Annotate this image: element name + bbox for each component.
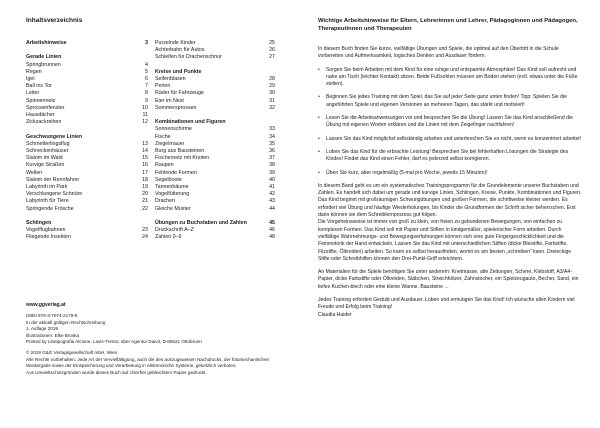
toc-entry bbox=[26, 90, 148, 97]
toc-entry-label: Schneckenhäuser bbox=[26, 148, 69, 155]
toc-section-heading bbox=[155, 69, 275, 76]
toc-entry bbox=[26, 76, 148, 83]
toc-entry bbox=[26, 234, 148, 241]
toc-page-number: 35 bbox=[269, 140, 275, 147]
toc-page-number: 34 bbox=[269, 133, 275, 140]
toc-entry-label: Gleiche Muster bbox=[155, 205, 191, 212]
rights-notice: Alle Rechte vorbehalten. Jede Art der Vervielfältigung, auch die des auszugsweisen Nachdrucks, der fotomechanischen Wiedergabe sowie der Einspeicherung und Verarbeitung in elektronische Systeme, gesetzlich verboten. bbox=[26, 356, 270, 369]
toc-page-number: 11 bbox=[142, 112, 148, 119]
bullet-icon: • bbox=[318, 148, 320, 155]
toc-entry-label: Igel bbox=[26, 76, 35, 82]
toc-entry-label: Vogelflugbahnen bbox=[26, 227, 66, 234]
toc-page-number bbox=[138, 220, 148, 227]
tip-text: Üben Sie kurz, aber regelmäßig (5-mal pro Woche, jeweils 15 Minuten)! bbox=[326, 169, 488, 176]
toc-page-number bbox=[138, 134, 148, 141]
toc-page-number: 18 bbox=[142, 176, 148, 183]
toc-page-number: 44 bbox=[269, 205, 275, 212]
toc-entry-label: Übungen zu Buchstaben und Zahlen bbox=[155, 220, 247, 227]
toc-page-number: 7 bbox=[145, 83, 148, 90]
printed-by: Printed by Litotipografia Alcione, Lavis-Trento; über Agentur Daivit, D-85521 Ottobrunn bbox=[26, 339, 202, 345]
toc-entry-label: Räder für Fahrzeuge bbox=[155, 90, 204, 97]
toc-entry-label: Gerade Linien bbox=[26, 54, 62, 61]
toc-entry-label: Labyrinth im Park bbox=[26, 184, 68, 191]
toc-page-number: 6 bbox=[145, 76, 148, 82]
toc-entry bbox=[155, 198, 275, 205]
imprint bbox=[26, 302, 276, 376]
toc-entry-label: Burg aus Bausteinen bbox=[155, 148, 205, 155]
toc-page-number: 5 bbox=[145, 68, 148, 75]
paragraph-2: Die Vorgeheinsweise ist immer von groß zu klein, von freien zu gebundenen Bewegungen, von einfachen zu komplexen Formen. Das Kind soll mit Papier und Stiften in kindgemäßer, spielerischer Form arbeiten. Durch vielfältige Wahrnehmungs- und Bewegungserfahrungen können sich eine gute Fingergeschicklichkeit und die Feinmotorik der Hand entwickeln. Lassen Sie das Kind mit unterschiedlichen Stiften (dicke Bleistifte, Farbstifte, Filzstifte, Ölkreiden) arbeiten. So kann es selbst herausfinden, womit es am besten „schreiben“ kann. Dreieckige Stifte oder Schreibhilfen können den Drei-Punkt-Griff erleichtern. bbox=[318, 219, 572, 262]
tip-item bbox=[318, 136, 583, 143]
toc-entry-label: Achterbahn für Autos bbox=[155, 47, 205, 54]
toc-page-number: 23 bbox=[142, 227, 148, 234]
toc-page-number: 14 bbox=[142, 148, 148, 155]
toc-entry-label: Fliegende Insekten bbox=[26, 234, 71, 241]
toc-entry bbox=[26, 83, 148, 90]
toc-page-number: 9 bbox=[145, 97, 148, 104]
toc-entry-label: Vogelfütterung bbox=[155, 191, 190, 198]
tip-text: Lesen Sie die Arbeitsanweisungen vor und besprechen Sie die Übung! Lassen Sie das Kind anschließend die Übung mit eigenen Worten erklären und die Linien mit dem Zeigefinger nachfahren! bbox=[326, 115, 573, 129]
toc-entry-label: Raupen bbox=[155, 162, 174, 169]
toc-entry-label: Druckschrift A–Z bbox=[155, 227, 194, 234]
toc-entry bbox=[155, 98, 275, 105]
toc-page-number: 12 bbox=[142, 119, 148, 126]
toc-section-heading bbox=[155, 220, 275, 227]
toc-entry-label: Slalom im Wald bbox=[26, 155, 63, 162]
toc-entry-label: Zahlen 0–9 bbox=[155, 234, 182, 241]
toc-entry bbox=[26, 105, 148, 112]
toc-page-number: 42 bbox=[269, 191, 275, 198]
toc-entry bbox=[155, 47, 275, 54]
toc-page-number: 17 bbox=[142, 169, 148, 176]
toc-entry-label: Tannenbäume bbox=[155, 184, 189, 191]
toc-entry bbox=[26, 148, 148, 155]
toc-entry-label: Kurvige Straßen bbox=[26, 162, 65, 169]
toc-entry-label: Leiter bbox=[26, 90, 40, 97]
toc-column-1 bbox=[26, 40, 148, 242]
toc-page-number: 41 bbox=[269, 184, 275, 191]
toc-entry-label: Perlen bbox=[155, 83, 171, 90]
toc-entry-label: Schmetterlingsflug bbox=[26, 140, 70, 147]
toc-entry-label: Seifenblasen bbox=[155, 76, 186, 82]
toc-page-number: 10 bbox=[142, 104, 148, 111]
toc-section-heading bbox=[26, 220, 148, 227]
tip-text: Sorgen Sie beim Arbeiten mit dem Kind für eine ruhige und entspannte Atmosphäre! Das Kind soll aufrecht und nahe am Tisch (leichter Kontakt) sitzen. Beide Fußsohlen müssen am Boden stehen (evtl. etwas unter die Füße stellen). bbox=[326, 66, 578, 88]
paper-notice: Aus Umweltschutzgründen wurde dieses Buch auf chlorfrei gebleichtem Papier gedruckt. bbox=[26, 369, 207, 375]
tip-item bbox=[318, 67, 583, 89]
toc-entry-label: Labyrinth für Tiere bbox=[26, 198, 69, 205]
toc-entry-label: Sprossenfenster bbox=[26, 104, 65, 111]
toc-section-heading bbox=[26, 40, 148, 47]
paragraph-1: In diesem Band geht es um ein systematisches Trainingsprogramm für die Grundelemente unserer Buchstaben und Zahlen. Es handelt sich dabei um gerade und kurvige Linien, Schlingen, Kreise, Punkte, Kombinationen und Figuren. Das Kind beginnt mit großräumigen Schwungübungen und großen Formen, die schrittweise kleiner werden. Es erfordert viel Übung und häufige Wiederholungen, bis Kinder die Grundformen der Schrift sicher beherrschen. Erst dann können sie dem Schreiblernprozess gut folgen. bbox=[318, 182, 582, 219]
toc-entry bbox=[155, 83, 275, 90]
isbn: ISBN 978-3-7074-2179-8 bbox=[26, 313, 78, 319]
toc-entry bbox=[26, 119, 148, 126]
toc-entry bbox=[26, 162, 148, 169]
toc-entry bbox=[26, 198, 148, 205]
tip-item bbox=[318, 94, 583, 109]
toc-entry-label: Segelboote bbox=[155, 176, 182, 183]
toc-page-number bbox=[265, 119, 275, 126]
toc-page-number: 39 bbox=[269, 169, 275, 176]
toc-page-number: 36 bbox=[269, 148, 275, 155]
materials-paragraph: An Materialien für die Spiele benötigen Sie unter anderem: Knetmasse, alte Zeitungen, Schere, Klebstoff, A3/A4-Papier, dicke Farbstifte oder Ölkreiden, Stäbchen, Streichhölzer, Zahnstocher, ein Spielzeugauto, Becher, Sand, ein tiefes Kuchen-blech oder eine kleine Wanne, Bausteine ... bbox=[318, 269, 579, 290]
toc-page-number: 22 bbox=[142, 205, 148, 212]
toc-page-number: 48 bbox=[269, 234, 275, 241]
toc-page-number bbox=[138, 54, 148, 61]
toc-section-heading bbox=[155, 119, 275, 126]
toc-entry-label: Arbeitshinweise bbox=[26, 40, 67, 46]
toc-page-number: 43 bbox=[269, 198, 275, 205]
toc-entry-label: Fischernetz mit Knoten bbox=[155, 155, 210, 162]
toc-entry-label: Ball ins Tor bbox=[26, 83, 52, 90]
toc-page-number: 4 bbox=[145, 61, 148, 68]
toc-entry bbox=[155, 90, 275, 97]
bullet-icon: • bbox=[318, 94, 320, 101]
tip-text: Lassen Sie das Kind möglichst selbständig arbeiten und unterbrechen Sie es nicht, wenn es konzentriert arbeitet! bbox=[326, 135, 582, 142]
toc-page-number: 32 bbox=[269, 104, 275, 111]
toc-section-heading bbox=[26, 54, 148, 61]
toc-entry bbox=[26, 155, 148, 162]
right-page bbox=[300, 0, 600, 428]
bullet-icon: • bbox=[318, 115, 320, 122]
toc-entry bbox=[155, 227, 275, 234]
toc-entry bbox=[26, 141, 148, 148]
closing-paragraph: Jedes Training erfordert Geduld und Ausdauer. Loben und ermutigen Sie das Kind! Ich wünsche allen Kindern viel Freude und Erfolg beim Training! bbox=[318, 297, 575, 311]
toc-entry bbox=[155, 126, 275, 133]
toc-page-number: 37 bbox=[269, 155, 275, 162]
toc-entry-label: Drachen bbox=[155, 198, 176, 205]
signature: Claudia Haider bbox=[318, 311, 352, 318]
toc-entry bbox=[155, 184, 275, 191]
toc-page-number bbox=[265, 69, 275, 76]
toc-page-number: 28 bbox=[269, 76, 275, 82]
toc-entry-label: Slalom der Rennfahrer bbox=[26, 176, 80, 183]
tip-item bbox=[318, 149, 583, 164]
toc-page-number: 21 bbox=[142, 198, 148, 205]
toc-entry bbox=[155, 162, 275, 169]
tip-text: Beginnen Sie jedes Training mit dem Spiel, das Sie auf jeder Seite ganz unten finden! Tipp: Spielen Sie die angeführten Spiele und eigenen Versionen an mehreren Tagen, das stärkt und motiviert! bbox=[326, 94, 567, 108]
instructions-body bbox=[318, 46, 583, 319]
tip-text: Loben Sie das Kind für die erbrachte Leistung! Besprechen Sie bei fehlerhaften Lösungen die Strategie des Kindes! Findet das Kind einen Fehler, darf es jederzeit selbst korrigieren. bbox=[326, 148, 569, 163]
instructions-heading: Wichtige Arbeitshinweise für Eltern, Lehrerinnen und Lehrer, Pädagoginnen und Pädagogen, Therapeutinnen und Therapeuten bbox=[318, 18, 578, 33]
toc-entry-label: Purzelnde Kinder bbox=[155, 40, 196, 46]
toc-entry bbox=[155, 141, 275, 148]
toc-entry-label: Verschlungene Schnüre bbox=[26, 191, 83, 198]
copyright: © 2019 G&G Verlagsgesellschaft mbH, Wien bbox=[26, 350, 118, 356]
toc-page-number: 45 bbox=[269, 220, 275, 227]
toc-page-number: 27 bbox=[269, 54, 275, 61]
publisher-url[interactable]: www.ggverlag.at bbox=[26, 302, 66, 308]
tip-item bbox=[318, 115, 583, 130]
toc-entry bbox=[155, 191, 275, 198]
toc-entry bbox=[26, 170, 148, 177]
toc-page-number: 3 bbox=[145, 40, 148, 46]
toc-page-number: 26 bbox=[269, 47, 275, 54]
toc-entry bbox=[26, 191, 148, 198]
toc-entry bbox=[155, 206, 275, 213]
toc-page-number: 38 bbox=[269, 162, 275, 169]
toc-page-number: 15 bbox=[142, 155, 148, 162]
toc-page-number: 46 bbox=[269, 227, 275, 234]
toc-section-heading bbox=[26, 134, 148, 141]
toc-page-number: 19 bbox=[142, 184, 148, 191]
toc-entry-label: Hausdächer bbox=[26, 112, 55, 119]
toc-entry bbox=[26, 69, 148, 76]
toc-page-number: 29 bbox=[269, 83, 275, 90]
toc-entry bbox=[26, 98, 148, 105]
toc-entry bbox=[26, 62, 148, 69]
toc-entry-label: Sommersprossen bbox=[155, 104, 197, 111]
toc-entry-label: Springende Frösche bbox=[26, 205, 74, 212]
tips-list bbox=[318, 67, 583, 177]
toc-entry-label: Kreise und Punkte bbox=[155, 68, 202, 75]
toc-entry-label: Kombinationen und Figuren bbox=[155, 119, 226, 126]
toc-entry-label: Ziegelmauer bbox=[155, 140, 185, 147]
toc-entry bbox=[155, 105, 275, 112]
toc-page-number: 24 bbox=[142, 234, 148, 241]
toc-entry-label: Geschwungene Linien bbox=[26, 133, 83, 140]
toc-page-number: 30 bbox=[269, 90, 275, 97]
toc-entry bbox=[155, 40, 275, 47]
toc-entry-label: Wellen bbox=[26, 169, 43, 176]
spelling-note: In der aktuell gültigen Rechtschreibung bbox=[26, 319, 106, 325]
toc-page-number: 20 bbox=[142, 191, 148, 198]
toc-title: Inhaltsverzeichnis bbox=[26, 17, 83, 24]
bullet-icon: • bbox=[318, 135, 320, 142]
toc-entry-label: Fische bbox=[155, 133, 171, 140]
toc-entry-label: Regen bbox=[26, 68, 42, 75]
toc-entry bbox=[26, 112, 148, 119]
toc-entry-label: Fehlende Formen bbox=[155, 169, 197, 176]
toc-entry bbox=[155, 177, 275, 184]
toc-page-number: 13 bbox=[142, 140, 148, 147]
toc-page-number: 8 bbox=[145, 90, 148, 97]
toc-entry bbox=[26, 177, 148, 184]
edition: 1. Auflage 2019 bbox=[26, 326, 58, 332]
tip-item bbox=[318, 170, 583, 177]
toc-entry bbox=[155, 134, 275, 141]
intro-paragraph: In diesem Buch finden Sie kurze, vielfältige Übungen und Spiele, die optimal auf den Übertritt in die Schule vorbereiten und Aufmerksamkeit, logisches Denken und Ausdauer fördern. bbox=[318, 46, 559, 60]
toc-entry bbox=[26, 184, 148, 191]
toc-entry-label: Eier im Nest bbox=[155, 97, 184, 104]
toc-entry bbox=[155, 234, 275, 241]
toc-entry bbox=[155, 148, 275, 155]
toc-entry bbox=[26, 206, 148, 213]
toc-page-number: 31 bbox=[269, 97, 275, 104]
toc-entry bbox=[155, 54, 275, 61]
bullet-icon: • bbox=[318, 169, 320, 176]
toc-column-2 bbox=[155, 40, 275, 242]
toc-entry-label: Schleifen für Drachenschnur bbox=[155, 54, 222, 61]
toc-entry-label: Zickzackreihen bbox=[26, 119, 62, 126]
toc-entry-label: Schlingen bbox=[26, 220, 52, 227]
toc-page-number: 33 bbox=[269, 126, 275, 133]
bullet-icon: • bbox=[318, 66, 320, 73]
toc-page-number: 40 bbox=[269, 176, 275, 183]
toc-entry bbox=[155, 76, 275, 83]
toc-entry-label: Sonnenschirme bbox=[155, 126, 192, 133]
toc-entry bbox=[155, 155, 275, 162]
toc-entry bbox=[155, 170, 275, 177]
toc-entry-label: Springbrunnen bbox=[26, 61, 61, 68]
toc-page-number: 16 bbox=[142, 162, 148, 169]
illustrations: Illustrationen: Elke Broska bbox=[26, 332, 80, 338]
toc-entry-label: Spinnennetz bbox=[26, 97, 56, 104]
toc-entry bbox=[26, 227, 148, 234]
toc-page-number: 25 bbox=[269, 40, 275, 46]
